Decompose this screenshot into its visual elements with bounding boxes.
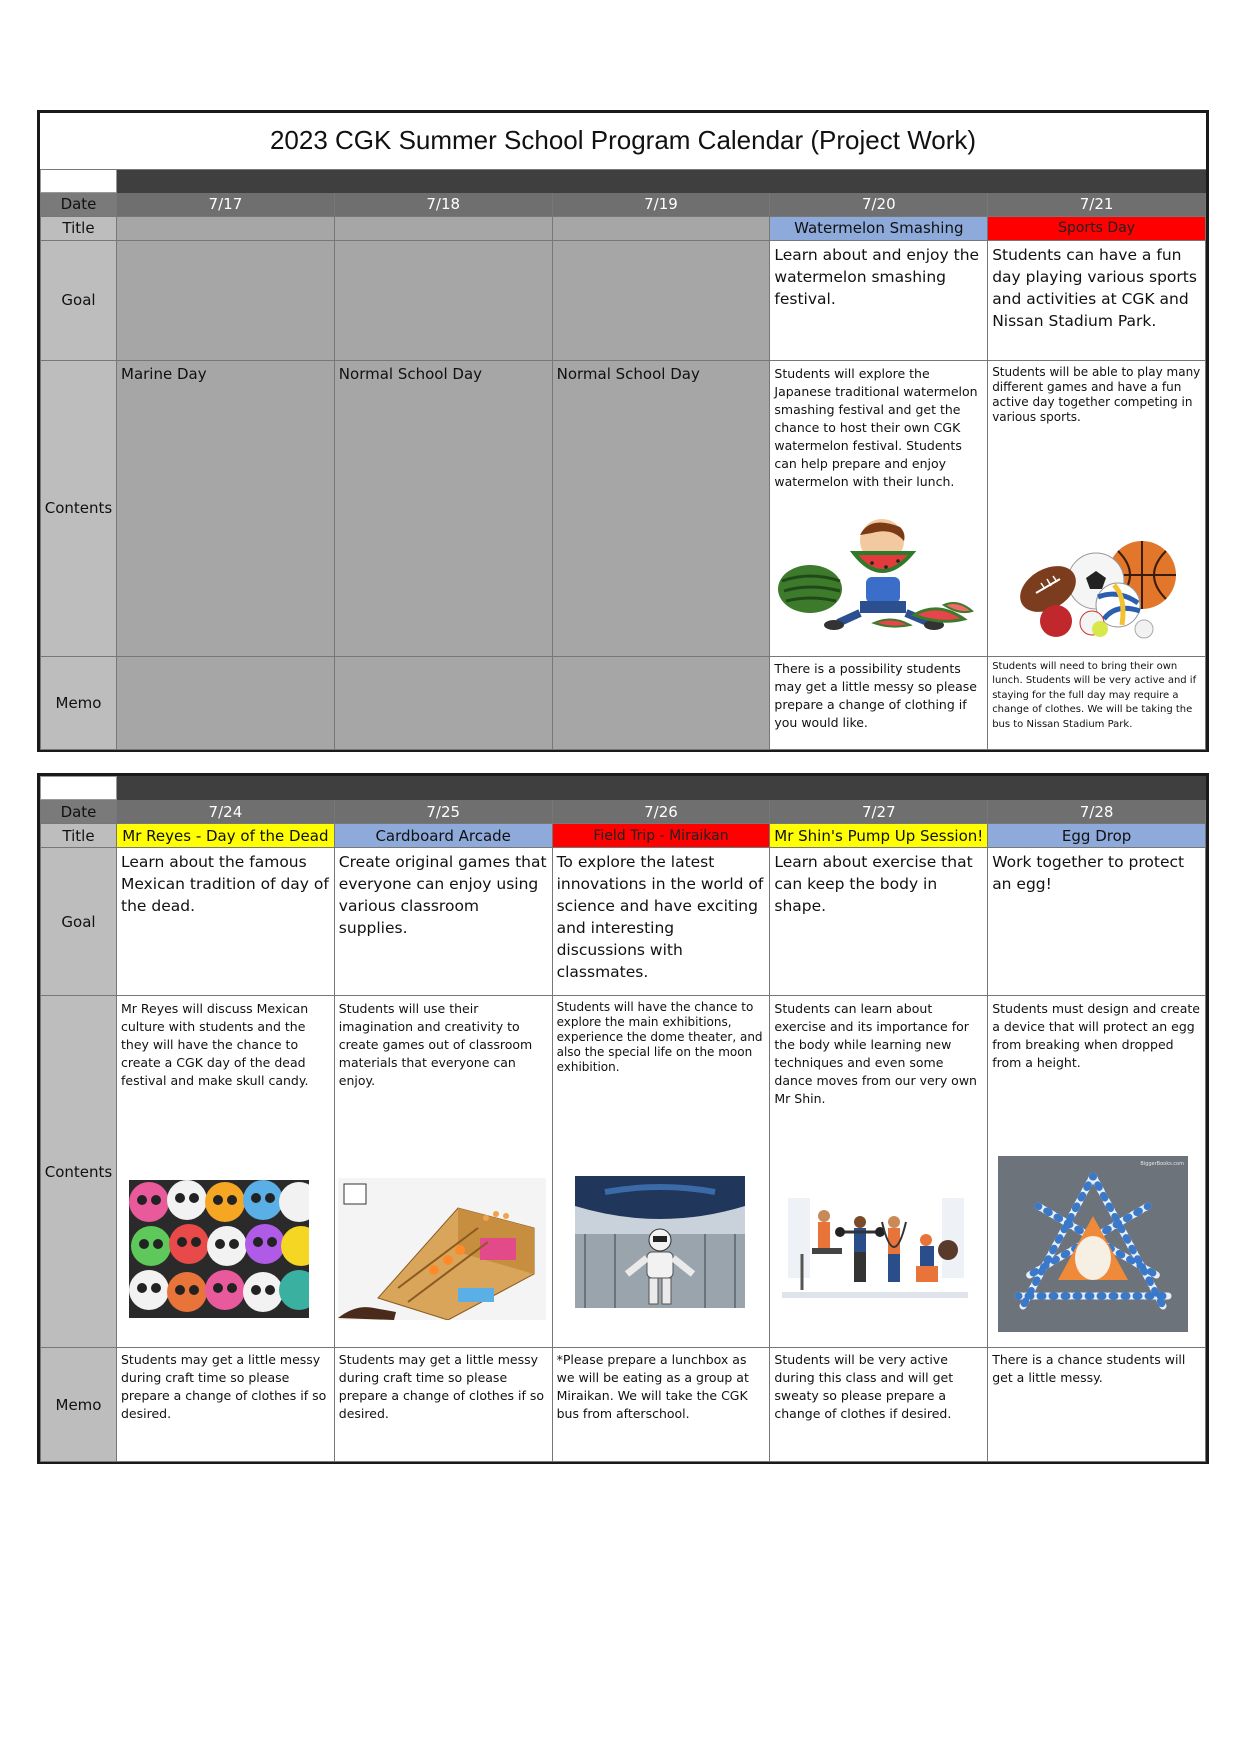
title-cell: Sports Day	[988, 216, 1206, 240]
goal-cell	[552, 240, 770, 360]
date-cell: 7/28	[988, 800, 1206, 824]
memo-cell: There is a chance students will get a little messy.	[988, 1348, 1206, 1462]
title-cell: Cardboard Arcade	[334, 824, 552, 848]
header-band	[988, 777, 1206, 800]
goal-cell: Students can have a fun day playing various sports and activities at CGK and Nissan Stadium Park.	[988, 240, 1206, 360]
row-label-date: Date	[41, 800, 117, 824]
row-label-date: Date	[41, 192, 117, 216]
memo-cell: Students will need to bring their own lunch. Students will be very active and if staying for the full day may require a change of clothes. We will be taking the bus to Nissan Stadium Park.	[988, 656, 1206, 749]
row-label-goal: Goal	[41, 240, 117, 360]
row-label-contents: Contents	[41, 360, 117, 656]
header-band	[117, 169, 335, 192]
memo-cell: *Please prepare a lunchbox as we will be eating as a group at Miraikan. We will take the CGK bus from afterschool.	[552, 1348, 770, 1462]
contents-cell	[770, 996, 988, 1348]
week2-calendar	[37, 773, 1209, 1464]
contents-text: Students will explore the Japanese traditional watermelon smashing festival and get the chance to host their own CGK watermelon festival. Students can help prepare and enjoy watermelon with their lunch.	[774, 365, 978, 489]
date-cell: 7/26	[552, 800, 770, 824]
contents-text: Students will be able to play many different games and have a fun active day together competing in various sports.	[992, 364, 1201, 424]
memo-cell: Students may get a little messy during craft time so please prepare a change of clothes if so desired.	[117, 1348, 335, 1462]
sports-balls-image	[1014, 531, 1178, 641]
gym-exercise-image	[782, 1192, 968, 1308]
date-cell: 7/25	[334, 800, 552, 824]
memo-cell: Students will be very active during this class and will get sweaty so please prepare a change of clothes if desired.	[770, 1348, 988, 1462]
header-band	[117, 777, 335, 800]
date-cell: 7/24	[117, 800, 335, 824]
title-cell: Field Trip - Miraikan	[552, 824, 770, 848]
contents-text: Students must design and create a device that will protect an egg from breaking when dropped from a height.	[992, 1001, 1200, 1070]
week2-table	[40, 776, 1206, 1462]
watermelon-boy-image	[774, 519, 978, 635]
contents-cell	[988, 996, 1206, 1348]
goal-cell: Work together to protect an egg!	[988, 848, 1206, 996]
title-cell: Mr Reyes - Day of the Dead	[117, 824, 335, 848]
memo-cell	[117, 656, 335, 749]
title-cell: Watermelon Smashing	[770, 216, 988, 240]
contents-text: Mr Reyes will discuss Mexican culture with students and the they will have the chance to create a CGK day of the dead festival and make skull candy.	[121, 1001, 309, 1088]
row-label-contents: Contents	[41, 996, 117, 1348]
memo-cell: Students may get a little messy during craft time so please prepare a change of clothes if so desired.	[334, 1348, 552, 1462]
robot-museum-image	[575, 1176, 745, 1308]
goal-cell	[334, 240, 552, 360]
contents-text: Students can learn about exercise and its importance for the body while learning new techniques and even some dance moves from our very own Mr Shin.	[774, 1001, 977, 1106]
contents-cell: Normal School Day	[552, 360, 770, 656]
date-cell: 7/20	[770, 192, 988, 216]
date-cell: 7/18	[334, 192, 552, 216]
memo-cell	[552, 656, 770, 749]
title-cell	[334, 216, 552, 240]
date-cell: 7/19	[552, 192, 770, 216]
image-watermark: BiggerBooks.com	[1140, 1161, 1185, 1167]
goal-cell: Learn about the famous Mexican tradition of day of the dead.	[117, 848, 335, 996]
goal-cell: Learn about and enjoy the watermelon smashing festival.	[770, 240, 988, 360]
corner-cell	[41, 777, 117, 800]
contents-cell	[988, 360, 1206, 656]
contents-cell	[770, 360, 988, 656]
goal-cell: Learn about exercise that can keep the body in shape.	[770, 848, 988, 996]
week1-calendar	[37, 110, 1209, 752]
contents-cell	[117, 996, 335, 1348]
header-band	[988, 169, 1206, 192]
row-label-title: Title	[41, 216, 117, 240]
corner-cell	[41, 169, 117, 192]
goal-cell	[117, 240, 335, 360]
header-band	[552, 777, 770, 800]
row-label-title: Title	[41, 824, 117, 848]
title-cell: Mr Shin's Pump Up Session!	[770, 824, 988, 848]
row-label-goal: Goal	[41, 848, 117, 996]
contents-text: Students will have the chance to explore the main exhibitions, experience the dome theater, and also the special life on the moon exhibition.	[556, 1000, 763, 1074]
header-band	[770, 777, 988, 800]
date-cell: 7/21	[988, 192, 1206, 216]
memo-cell	[334, 656, 552, 749]
cardboard-game-image	[338, 1178, 546, 1320]
contents-cell	[334, 996, 552, 1348]
contents-cell: Marine Day	[117, 360, 335, 656]
sugar-skulls-image	[129, 1180, 309, 1318]
header-band	[334, 777, 552, 800]
header-band	[334, 169, 552, 192]
egg-drop-image	[998, 1156, 1188, 1332]
contents-cell	[552, 996, 770, 1348]
header-band	[552, 169, 770, 192]
goal-cell: To explore the latest innovations in the world of science and have exciting and interesting discussions with classmates.	[552, 848, 770, 996]
goal-cell: Create original games that everyone can enjoy using various classroom supplies.	[334, 848, 552, 996]
page-title: 2023 CGK Summer School Program Calendar (Project Work)	[41, 113, 1206, 169]
row-label-memo: Memo	[41, 656, 117, 749]
date-cell: 7/17	[117, 192, 335, 216]
header-band	[770, 169, 988, 192]
memo-cell: There is a possibility students may get a little messy so please prepare a change of clothing if you would like.	[770, 656, 988, 749]
contents-cell: Normal School Day	[334, 360, 552, 656]
week1-table	[40, 113, 1206, 750]
row-label-memo: Memo	[41, 1348, 117, 1462]
title-cell	[117, 216, 335, 240]
title-cell: Egg Drop	[988, 824, 1206, 848]
date-cell: 7/27	[770, 800, 988, 824]
contents-text: Students will use their imagination and creativity to create games out of classroom materials that everyone can enjoy.	[338, 1001, 533, 1088]
title-cell	[552, 216, 770, 240]
